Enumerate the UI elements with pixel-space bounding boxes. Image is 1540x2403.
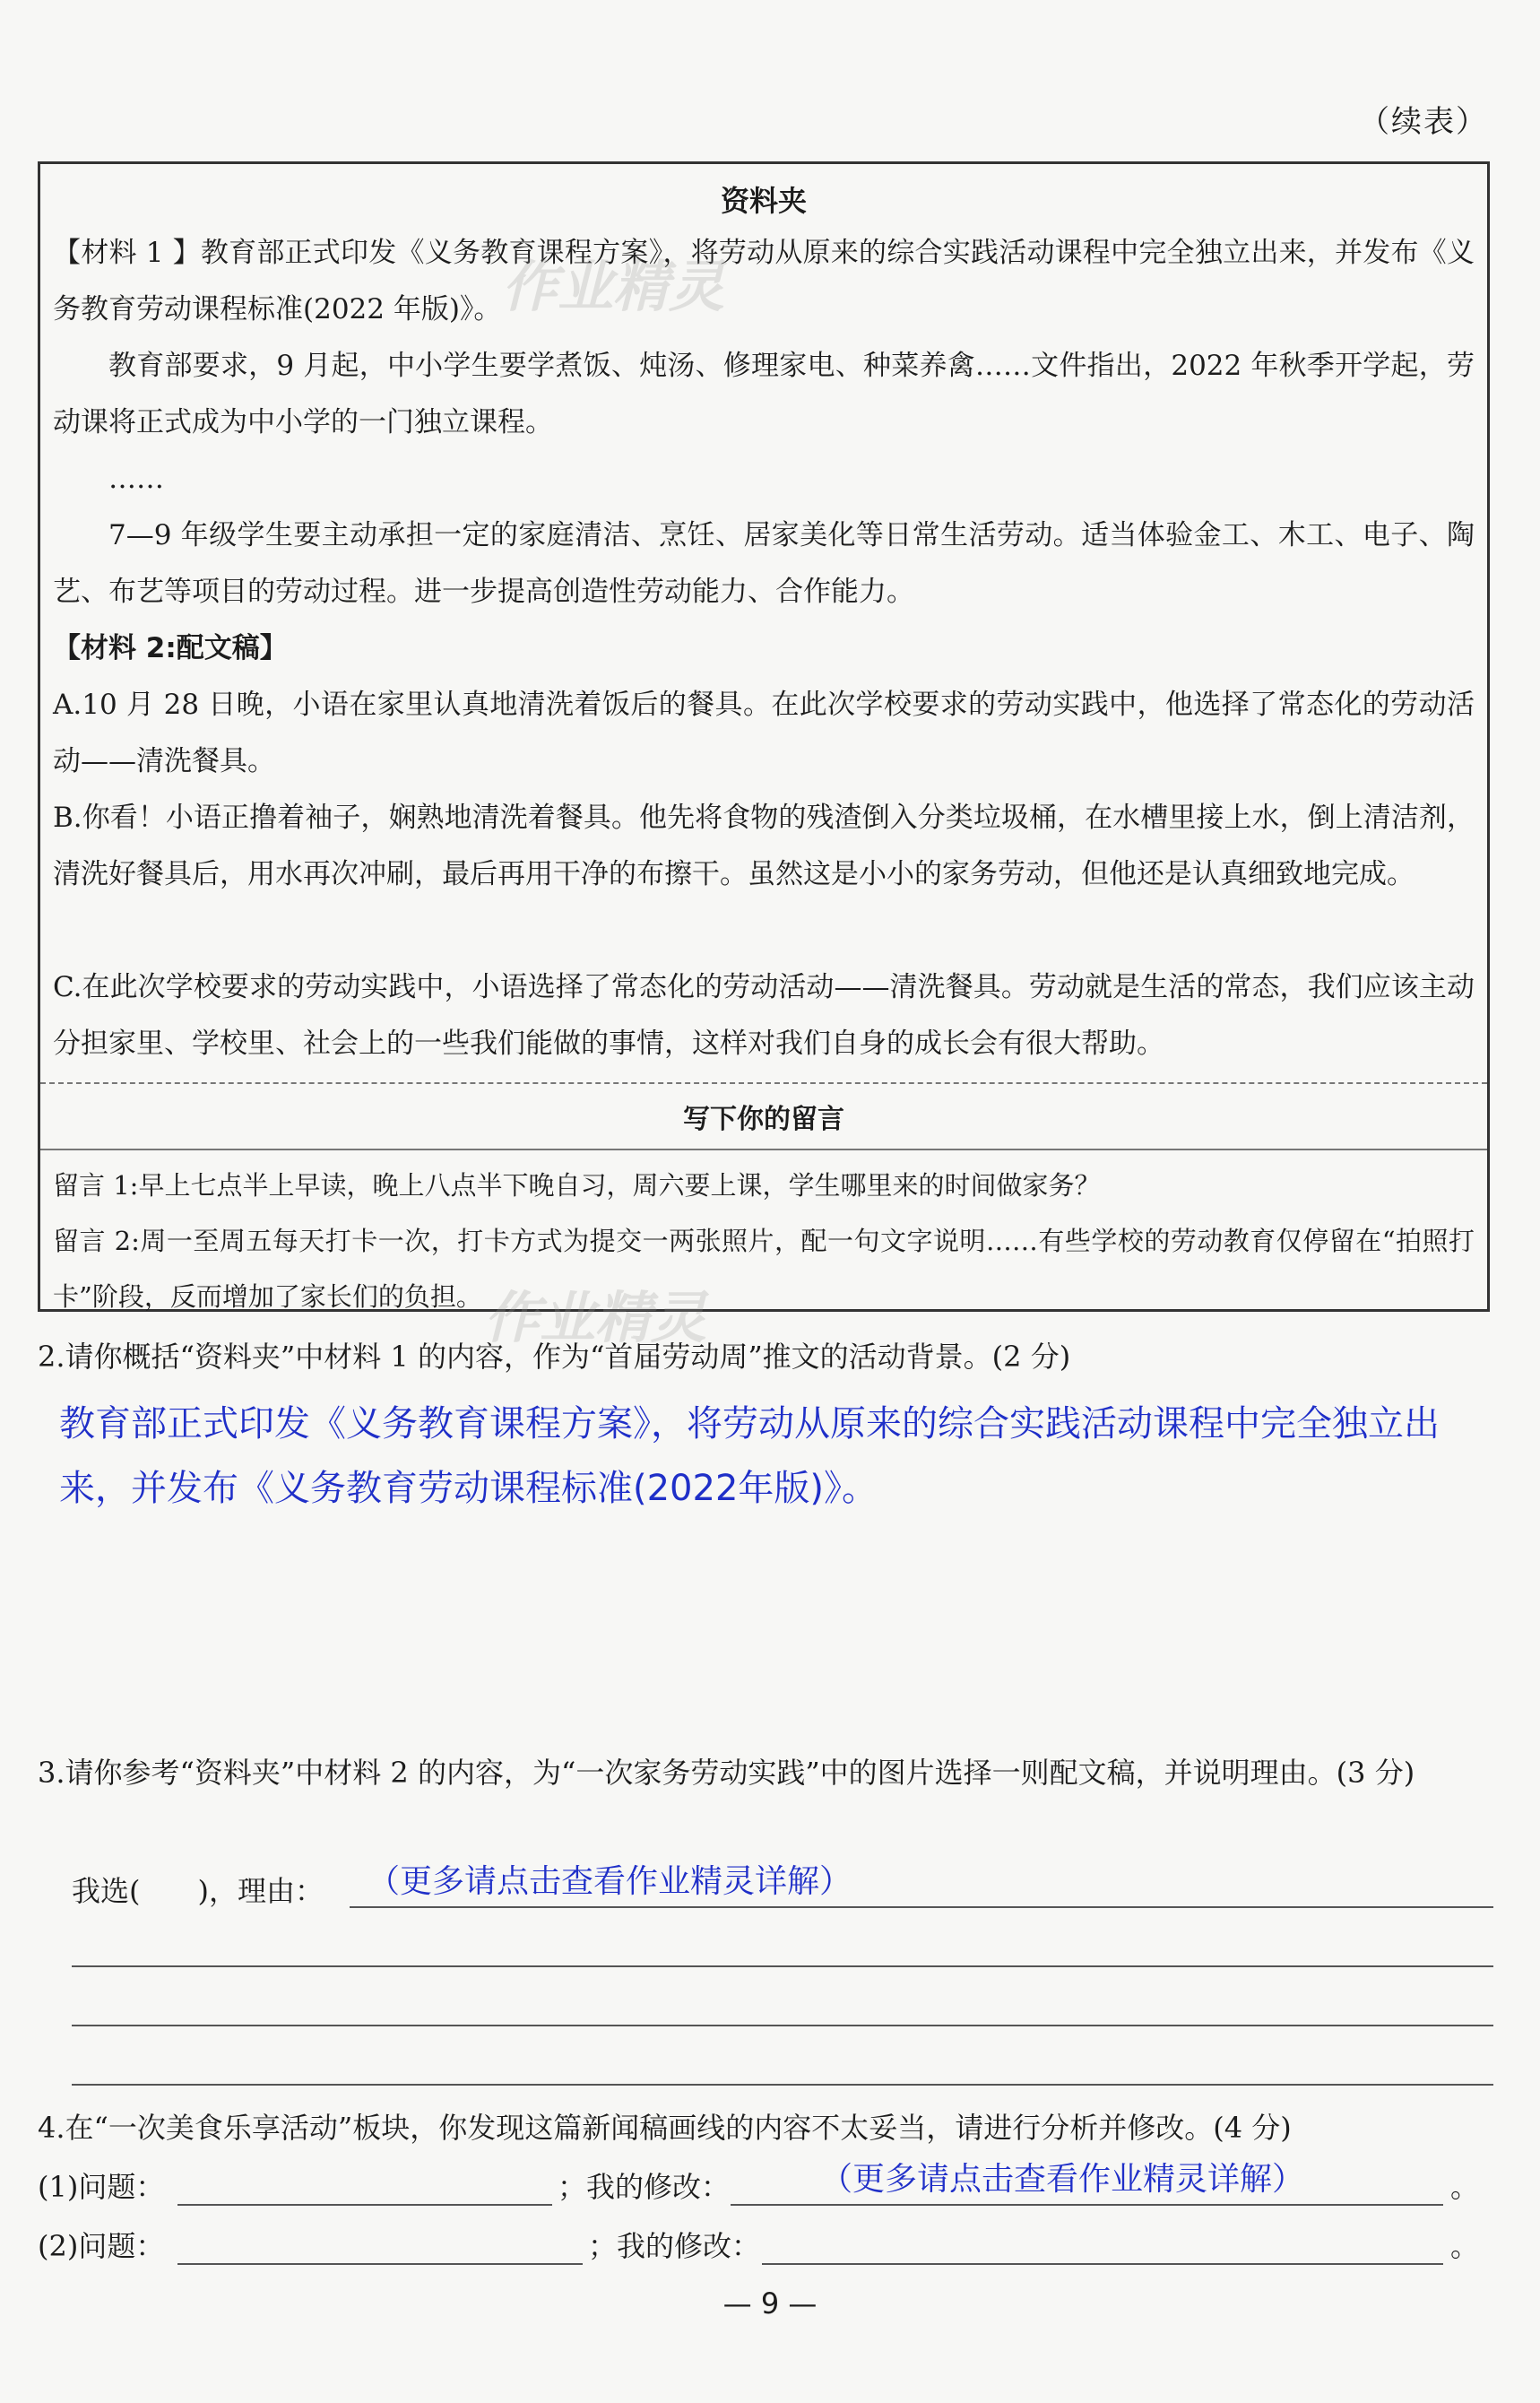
messages-divider — [40, 1149, 1487, 1150]
answer-line-2 — [72, 1965, 1493, 1967]
q4-fix-1-label: ；我的修改： — [558, 2170, 731, 2204]
material1-p4: 7—9 年级学生要主动承担一定的家庭清洁、烹饪、居家美化等日常生活劳动。适当体验金工、木工、电子、陶艺、布艺等项目的劳动过程。进一步提高创造性劳动能力、合作能力。 — [53, 519, 1475, 608]
q4-fix-2-line — [762, 2263, 1443, 2265]
material1-p2: 教育部要求，9 月起，中小学生要学煮饭、炖汤、修理家电、种菜养禽……文件指出，2022 年秋季开学起，劳动课将正式成为中小学的一门独立课程。 — [53, 350, 1475, 438]
messages-title: 写下你的留言 — [683, 1104, 844, 1135]
q4-problem-1-label: (1)问题： — [38, 2170, 165, 2204]
box-title: 资料夹 — [720, 184, 807, 218]
message-2: 留言 2:周一至周五每天打卡一次，打卡方式为提交一两张照片，配一句文字说明……有些学校的劳动教育仅停留在“拍照打卡”阶段，反而增加了家长们的负担。 — [53, 1226, 1475, 1312]
answer-line-1 — [350, 1906, 1493, 1908]
q4-fix-2-label: ；我的修改： — [588, 2229, 761, 2263]
answer-line-4 — [72, 2084, 1493, 2086]
question-3-choice-label: 我选( )，理由： — [72, 1874, 324, 1908]
watermark-2: 作业精灵 — [484, 1285, 707, 1350]
q4-problem-2-line — [177, 2263, 583, 2265]
material2-a: A.10 月 28 日晚，小语在家里认真地清洗着饭后的餐具。在此次学校要求的劳动实践中，他选择了常态化的劳动活动——清洗餐具。 — [53, 689, 1475, 777]
material2-b: B.你看！小语正撸着袖子，娴熟地清洗着餐具。他先将食物的残渣倒入分类垃圾桶，在水槽里接上水，倒上清洁剂，清洗好餐具后，用水再次冲刷，最后再用干净的布擦干。虽然这是小小的家务劳动，但他还是认真细致地完成。 — [53, 802, 1475, 890]
question-2-answer: 教育部正式印发《义务教育课程方案》，将劳动从原来的综合实践活动课程中完全独立出来，并发布《义务教育劳动课程标准(2022年版)》。 — [59, 1403, 1440, 1509]
question-3: 3.请你参考“资料夹”中材料 2 的内容，为“一次家务劳动实践”中的图片选择一则配文稿，并说明理由。(3 分) — [38, 1756, 1415, 1790]
continued-label: （续表） — [1359, 104, 1488, 140]
question-3-answer-link[interactable]: （更多请点击查看作业精灵详解） — [368, 1863, 852, 1900]
question-4: 4.在“一次美食乐享活动”板块，你发现这篇新闻稿画线的内容不太妥当，请进行分析并修改。(4 分) — [38, 2111, 1292, 2145]
question-2: 2.请你概括“资料夹”中材料 1 的内容，作为“首届劳动周”推文的活动背景。(2 分) — [38, 1340, 1071, 1374]
watermark-1: 作业精灵 — [502, 254, 725, 319]
q4-answer-link[interactable]: （更多请点击查看作业精灵详解） — [820, 2161, 1305, 2198]
message-1: 留言 1:早上七点半上早读，晚上八点半下晚自习，周六要上课，学生哪里来的时间做家务？ — [53, 1170, 1101, 1201]
material1-p1: 【材料 1 】教育部正式印发《义务教育课程方案》，将劳动从原来的综合实践活动课程中完全独立出来，并发布《义务教育劳动课程标准(2022 年版)》。 — [53, 237, 1475, 325]
dashed-divider — [40, 1082, 1487, 1084]
q4-problem-1-line — [177, 2204, 552, 2206]
material2-c: C.在此次学校要求的劳动实践中，小语选择了常态化的劳动活动——清洗餐具。劳动就是生活的常态，我们应该主动分担家里、学校里、社会上的一些我们能做的事情，这样对我们自身的成长会有很大帮助。 — [53, 971, 1475, 1060]
material2-heading: 【材料 2:配文稿】 — [53, 632, 288, 664]
page-number: — 9 — — [722, 2286, 818, 2321]
q4-problem-2-label: (2)问题： — [38, 2229, 165, 2263]
answer-line-3 — [72, 2025, 1493, 2026]
material-folder-box — [38, 161, 1490, 1312]
q4-fix-1-line — [731, 2204, 1443, 2206]
material1-ellipsis: …… — [108, 463, 164, 495]
q4-period-1: 。 — [1450, 2170, 1480, 2204]
q4-period-2: 。 — [1450, 2229, 1480, 2263]
